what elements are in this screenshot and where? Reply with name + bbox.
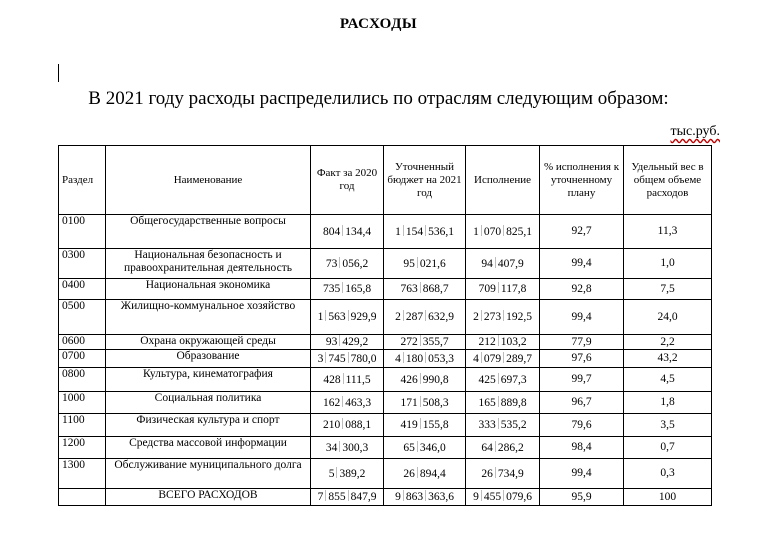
table-row xyxy=(59,215,712,249)
section-name: Культура, кинематография xyxy=(106,368,311,392)
digit-group-separator xyxy=(339,441,340,452)
section-code: 0500 xyxy=(59,300,106,335)
digit-group: 346,0 xyxy=(419,441,446,454)
percent-value: 98,4 xyxy=(540,437,624,459)
digit-group: 155,8 xyxy=(422,419,449,431)
fact-value xyxy=(311,459,384,489)
section-code: 0600 xyxy=(59,335,106,350)
digit-group: 021,6 xyxy=(419,257,446,270)
digit-group-separator xyxy=(481,310,482,321)
digit-group: 745 xyxy=(328,352,346,365)
share-value: 1,0 xyxy=(624,249,712,279)
digit-group: 455 xyxy=(483,491,502,503)
digit-group-separator xyxy=(481,225,482,236)
total-percent: 95,9 xyxy=(540,489,624,506)
section-code: 1300 xyxy=(59,459,106,489)
digit-group: 735 xyxy=(322,283,341,295)
share-value: 1,8 xyxy=(624,392,712,414)
digit-group-separator xyxy=(425,352,426,363)
section-code: 0100 xyxy=(59,215,106,249)
digit-group-separator xyxy=(425,225,426,236)
table-body xyxy=(59,215,712,506)
execution-value xyxy=(466,249,540,279)
execution-value xyxy=(466,335,540,350)
digit-group: 929,9 xyxy=(350,311,377,323)
digit-group: 9 xyxy=(395,491,401,503)
digit-group: 64 xyxy=(481,441,493,454)
digit-group: 429,2 xyxy=(342,336,369,348)
digit-group: 93 xyxy=(325,336,338,348)
total-fact xyxy=(311,489,384,506)
total-execution xyxy=(466,489,540,506)
digit-group: 1 xyxy=(317,311,324,323)
digit-group-separator xyxy=(348,352,349,363)
budget-value xyxy=(384,215,466,249)
percent-value: 99,7 xyxy=(540,368,624,392)
header-percent: % исполнения к уточненному плану xyxy=(540,146,624,215)
table-row xyxy=(59,249,712,279)
digit-group: 079 xyxy=(483,352,502,365)
digit-group: 734,9 xyxy=(497,467,524,480)
digit-group: 508,3 xyxy=(422,396,449,409)
header-budget: Уточненный бюджет на 2021 год xyxy=(384,146,466,215)
digit-group-separator xyxy=(403,490,404,501)
digit-group-separator xyxy=(503,225,504,236)
digit-group: 154 xyxy=(405,225,424,238)
digit-group: 894,4 xyxy=(419,467,446,480)
section-name: Образование xyxy=(106,350,311,368)
unit-label: тыс.руб. xyxy=(670,124,720,139)
digit-group-separator xyxy=(420,396,421,407)
percent-value: 99,4 xyxy=(540,249,624,279)
digit-group-separator xyxy=(403,310,404,321)
digit-group-separator xyxy=(342,418,343,429)
digit-group-separator xyxy=(342,225,343,236)
digit-group-separator xyxy=(498,373,499,384)
digit-group: 428 xyxy=(323,373,341,386)
section-name: Национальная безопасность и правоохранительная деятельность xyxy=(106,249,311,279)
share-value: 7,5 xyxy=(624,279,712,300)
section-name: Средства массовой информации xyxy=(106,437,311,459)
total-label: ВСЕГО РАСХОДОВ xyxy=(106,489,311,506)
section-code: 0300 xyxy=(59,249,106,279)
table-row xyxy=(59,368,712,392)
execution-value xyxy=(466,368,540,392)
section-code: 0400 xyxy=(59,279,106,300)
digit-group: 825,1 xyxy=(506,225,532,238)
table-row xyxy=(59,437,712,459)
document-subtitle: В 2021 году расходы распределились по отраслям следующим образом: xyxy=(88,88,669,109)
section-name: Социальная политика xyxy=(106,392,311,414)
digit-group-separator xyxy=(420,282,421,293)
digit-group-separator xyxy=(348,310,349,321)
budget-value xyxy=(384,335,466,350)
table-row xyxy=(59,279,712,300)
fact-value xyxy=(311,368,384,392)
budget-value xyxy=(384,392,466,414)
share-value: 0,7 xyxy=(624,437,712,459)
fact-value xyxy=(311,392,384,414)
table-row xyxy=(59,335,712,350)
digit-group: 697,3 xyxy=(500,373,527,386)
digit-group-separator xyxy=(425,310,426,321)
section-name: Обслуживание муниципального долга xyxy=(106,459,311,489)
fact-value xyxy=(311,335,384,350)
share-value: 4,5 xyxy=(624,368,712,392)
digit-group: 5 xyxy=(328,467,335,480)
digit-group: 333 xyxy=(478,419,496,431)
digit-group: 079,6 xyxy=(506,491,532,503)
execution-value xyxy=(466,300,540,335)
digit-group: 563 xyxy=(328,311,346,323)
percent-value: 92,8 xyxy=(540,279,624,300)
section-name: Физическая культура и спорт xyxy=(106,414,311,437)
digit-group: 4 xyxy=(395,352,401,365)
digit-group: 103,2 xyxy=(500,336,527,348)
digit-group: 212 xyxy=(478,336,496,348)
table-row xyxy=(59,459,712,489)
budget-value xyxy=(384,249,466,279)
header-name: Наименование xyxy=(106,146,311,215)
digit-group: 65 xyxy=(403,441,415,454)
digit-group: 111,5 xyxy=(345,373,371,386)
percent-value: 77,9 xyxy=(540,335,624,350)
digit-group: 165 xyxy=(478,396,496,409)
digit-group: 426 xyxy=(400,373,418,386)
percent-value: 96,7 xyxy=(540,392,624,414)
section-code: 1000 xyxy=(59,392,106,414)
digit-group: 134,4 xyxy=(345,225,372,238)
digit-group-separator xyxy=(343,373,344,384)
digit-group: 763 xyxy=(400,283,418,295)
digit-group-separator xyxy=(495,467,496,478)
digit-group: 536,1 xyxy=(428,225,454,238)
digit-group-separator xyxy=(339,257,340,268)
total-row xyxy=(59,489,712,506)
digit-group-separator xyxy=(403,225,404,236)
digit-group: 73 xyxy=(325,257,338,270)
digit-group: 7 xyxy=(317,491,324,503)
budget-value xyxy=(384,300,466,335)
digit-group: 535,2 xyxy=(500,419,527,431)
digit-group: 889,8 xyxy=(500,396,527,409)
digit-group: 34 xyxy=(325,441,338,454)
digit-group: 1 xyxy=(395,225,401,238)
section-code: 0800 xyxy=(59,368,106,392)
budget-value xyxy=(384,459,466,489)
digit-group-separator xyxy=(503,490,504,501)
fact-value xyxy=(311,414,384,437)
digit-group-separator xyxy=(498,418,499,429)
digit-group-separator xyxy=(342,396,343,407)
budget-value xyxy=(384,368,466,392)
expenses-table xyxy=(58,145,712,506)
percent-value: 99,4 xyxy=(540,300,624,335)
digit-group: 990,8 xyxy=(422,373,449,386)
digit-group: 868,7 xyxy=(422,283,449,295)
digit-group: 287 xyxy=(405,311,424,323)
digit-group: 355,7 xyxy=(422,336,449,348)
digit-group-separator xyxy=(325,310,326,321)
digit-group: 9 xyxy=(473,491,479,503)
digit-group: 192,5 xyxy=(506,311,532,323)
budget-value xyxy=(384,350,466,368)
budget-value xyxy=(384,279,466,300)
digit-group: 088,1 xyxy=(345,419,372,431)
digit-group-separator xyxy=(495,257,496,268)
digit-group-separator xyxy=(420,418,421,429)
execution-value xyxy=(466,215,540,249)
digit-group-separator xyxy=(420,373,421,384)
digit-group: 463,3 xyxy=(345,396,372,409)
percent-value: 79,6 xyxy=(540,414,624,437)
digit-group: 709 xyxy=(478,283,496,295)
digit-group-separator xyxy=(348,490,349,501)
execution-value xyxy=(466,392,540,414)
table-row xyxy=(59,414,712,437)
digit-group-separator xyxy=(481,352,482,363)
header-execution: Исполнение xyxy=(466,146,540,215)
digit-group-separator xyxy=(417,467,418,478)
header-section: Раздел xyxy=(59,146,106,215)
fact-value xyxy=(311,437,384,459)
section-code: 1200 xyxy=(59,437,106,459)
digit-group: 425 xyxy=(478,373,496,386)
digit-group: 056,2 xyxy=(342,257,369,270)
section-name: Жилищно-коммунальное хозяйство xyxy=(106,300,311,335)
digit-group-separator xyxy=(417,257,418,268)
digit-group: 165,8 xyxy=(345,283,372,295)
budget-value xyxy=(384,414,466,437)
digit-group: 180 xyxy=(405,352,424,365)
digit-group-separator xyxy=(498,282,499,293)
digit-group-separator xyxy=(498,335,499,346)
section-code: 0700 xyxy=(59,350,106,368)
digit-group: 847,9 xyxy=(350,491,377,503)
digit-group: 3 xyxy=(317,352,324,365)
digit-group-separator xyxy=(503,352,504,363)
budget-value xyxy=(384,437,466,459)
execution-value xyxy=(466,459,540,489)
digit-group: 95 xyxy=(403,257,415,270)
digit-group: 273 xyxy=(483,311,502,323)
digit-group-separator xyxy=(417,441,418,452)
execution-value xyxy=(466,414,540,437)
percent-value: 99,4 xyxy=(540,459,624,489)
table-row xyxy=(59,392,712,414)
fact-value xyxy=(311,249,384,279)
digit-group: 289,7 xyxy=(506,352,532,365)
section-name: Охрана окружающей среды xyxy=(106,335,311,350)
digit-group: 389,2 xyxy=(339,467,366,480)
digit-group: 300,3 xyxy=(342,441,369,454)
digit-group-separator xyxy=(339,335,340,346)
share-value: 11,3 xyxy=(624,215,712,249)
share-value: 24,0 xyxy=(624,300,712,335)
digit-group-separator xyxy=(481,490,482,501)
total-share: 100 xyxy=(624,489,712,506)
digit-group: 632,9 xyxy=(428,311,454,323)
digit-group: 419 xyxy=(400,419,418,431)
digit-group: 363,6 xyxy=(428,491,454,503)
digit-group: 171 xyxy=(400,396,418,409)
share-value: 3,5 xyxy=(624,414,712,437)
digit-group: 804 xyxy=(322,225,341,238)
percent-value: 97,6 xyxy=(540,350,624,368)
digit-group-separator xyxy=(425,490,426,501)
digit-group: 210 xyxy=(322,419,341,431)
digit-group-separator xyxy=(325,352,326,363)
fact-value xyxy=(311,350,384,368)
digit-group: 855 xyxy=(328,491,346,503)
section-name: Общегосударственные вопросы xyxy=(106,215,311,249)
digit-group: 070 xyxy=(483,225,502,238)
percent-value: 92,7 xyxy=(540,215,624,249)
digit-group: 2 xyxy=(473,311,479,323)
share-value: 43,2 xyxy=(624,350,712,368)
fact-value xyxy=(311,279,384,300)
digit-group: 26 xyxy=(481,467,493,480)
total-budget xyxy=(384,489,466,506)
header-share: Удельный вес в общем объеме расходов xyxy=(624,146,712,215)
digit-group: 407,9 xyxy=(497,257,524,270)
table-row xyxy=(59,350,712,368)
digit-group: 117,8 xyxy=(500,283,527,295)
execution-value xyxy=(466,437,540,459)
fact-value xyxy=(311,300,384,335)
digit-group-separator xyxy=(503,310,504,321)
digit-group: 053,3 xyxy=(428,352,454,365)
share-value: 2,2 xyxy=(624,335,712,350)
share-value: 0,3 xyxy=(624,459,712,489)
digit-group: 1 xyxy=(473,225,479,238)
section-code: 1100 xyxy=(59,414,106,437)
header-fact: Факт за 2020 год xyxy=(311,146,384,215)
digit-group: 162 xyxy=(322,396,341,409)
execution-value xyxy=(466,350,540,368)
digit-group: 863 xyxy=(405,491,424,503)
digit-group: 2 xyxy=(395,311,401,323)
digit-group-separator xyxy=(498,396,499,407)
digit-group-separator xyxy=(495,441,496,452)
digit-group-separator xyxy=(325,490,326,501)
total-code-empty xyxy=(59,489,106,506)
digit-group: 272 xyxy=(400,336,418,348)
execution-value xyxy=(466,279,540,300)
digit-group: 286,2 xyxy=(497,441,524,454)
table-row xyxy=(59,300,712,335)
digit-group-separator xyxy=(336,467,337,478)
digit-group: 94 xyxy=(481,257,493,270)
table-header-row xyxy=(59,146,712,215)
digit-group: 26 xyxy=(403,467,415,480)
digit-group-separator xyxy=(342,282,343,293)
digit-group-separator xyxy=(420,335,421,346)
fact-value xyxy=(311,215,384,249)
document-title: РАСХОДЫ xyxy=(339,16,418,32)
digit-group: 4 xyxy=(473,352,479,365)
digit-group: 780,0 xyxy=(350,352,377,365)
digit-group-separator xyxy=(403,352,404,363)
section-name: Национальная экономика xyxy=(106,279,311,300)
text-cursor xyxy=(58,64,59,82)
